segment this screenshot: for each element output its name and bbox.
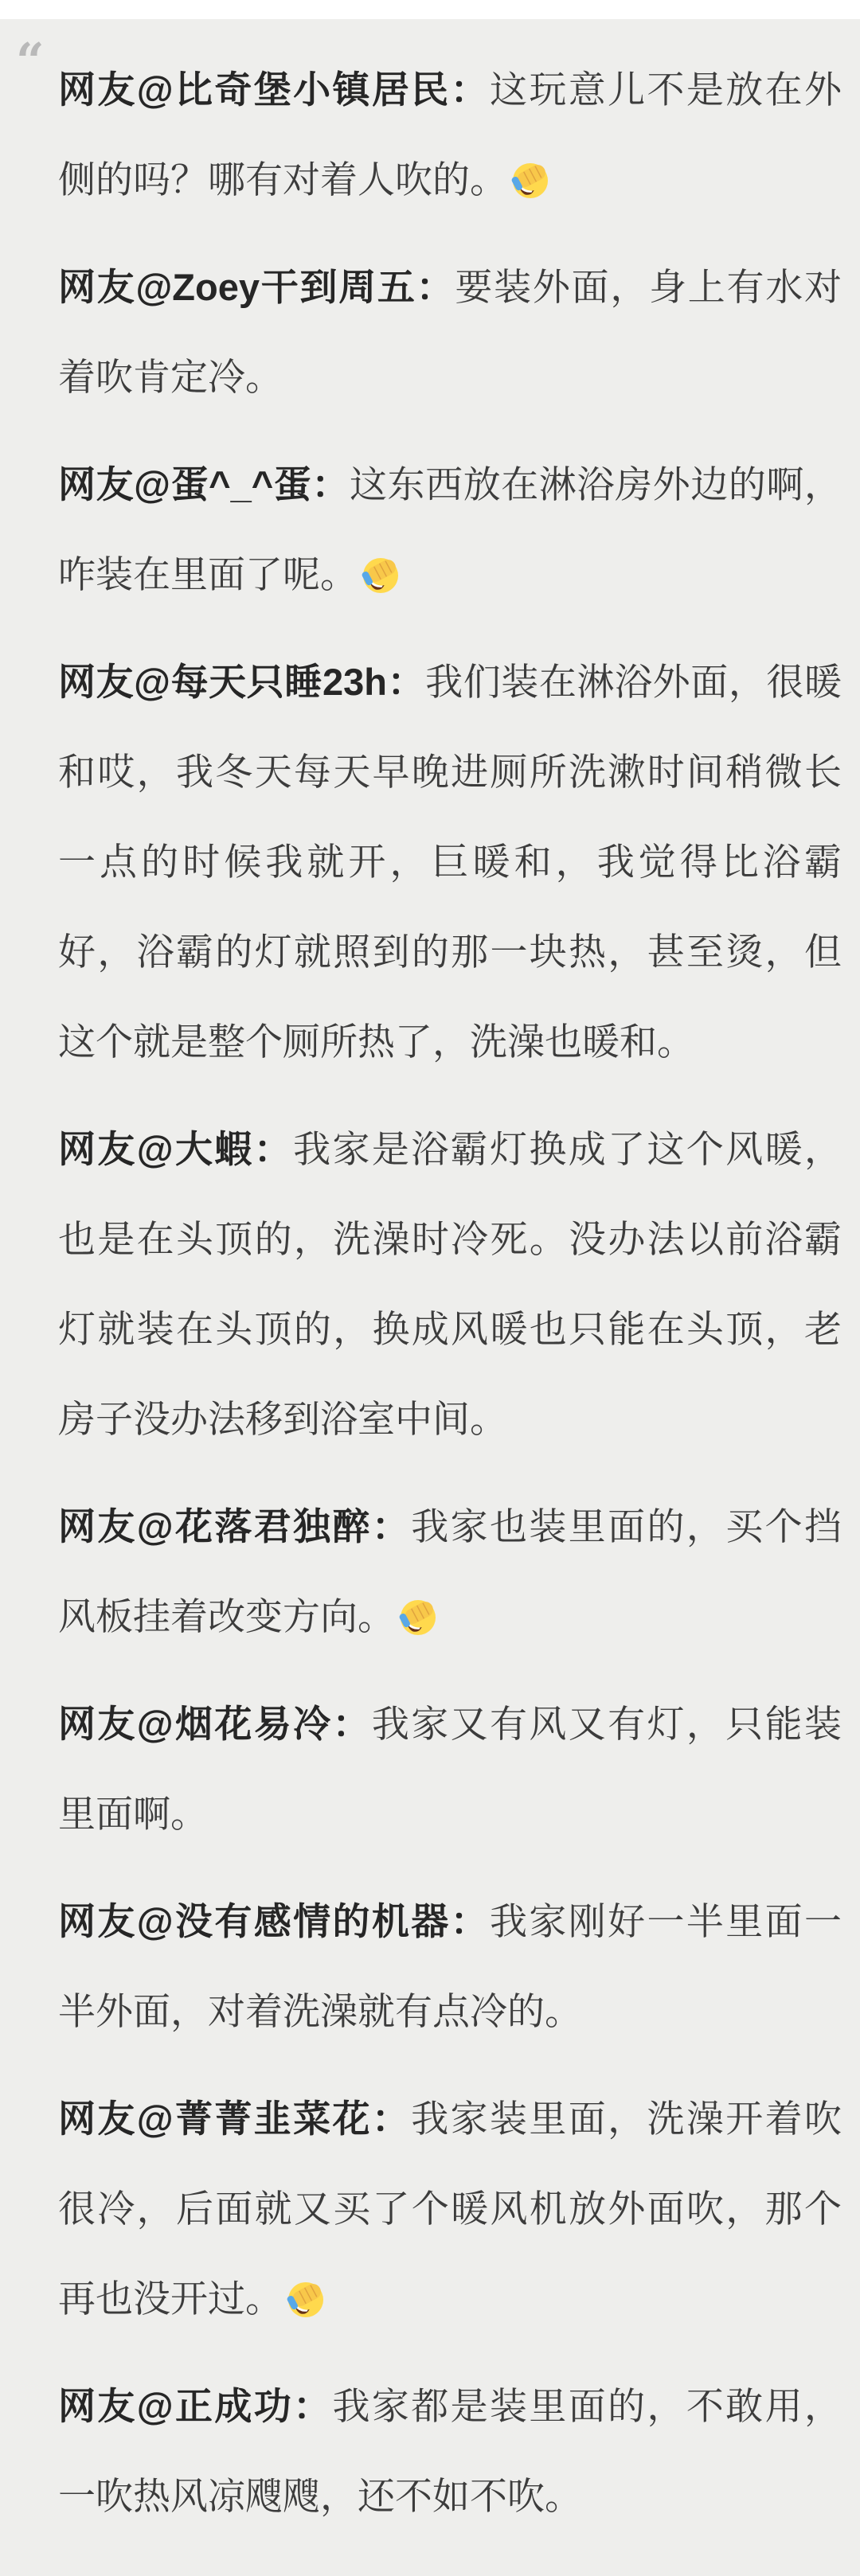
comment	[58, 45, 842, 224]
facepalm-emoji	[362, 556, 400, 595]
comment-text: 要装外面，身上有水对着吹肯定冷。	[58, 266, 842, 398]
commenter-name: 网友@每天只睡23h：	[58, 661, 426, 703]
quote-icon: “	[16, 32, 45, 90]
comment-text: 我家又有风又有灯，只能装里面啊。	[58, 1703, 842, 1835]
comment	[58, 439, 842, 619]
commenter-name: 网友@大蝦：	[58, 1128, 294, 1170]
comment	[58, 242, 842, 422]
commenter-name: 网友@花落君独醉：	[58, 1505, 412, 1548]
commenter-name: 网友@Zoey干到周五：	[58, 266, 455, 308]
commenter-name: 网友@烟花易冷：	[58, 1703, 372, 1745]
comment-text: 这东西放在淋浴房外边的啊，咋装在里面了呢。	[58, 463, 842, 595]
comment	[58, 1104, 842, 1464]
comment	[58, 2361, 842, 2541]
comment-text: 我家装里面，洗澡开着吹很冷，后面就又买了个暖风机放外面吹，那个再也没开过。	[58, 2098, 842, 2320]
facepalm-emoji	[511, 162, 549, 200]
commenter-name: 网友@比奇堡小镇居民：	[58, 68, 490, 111]
comment-text: 我们装在淋浴外面，很暖和哎，我冬天每天早晚进厕所洗漱时间稍微长一点的时候我就开，巨暖和，我觉得比浴霸好，浴霸的灯就照到的那一块热，甚至烫，但这个就是整个厕所热了，洗澡也暖和。	[58, 661, 842, 1063]
comment	[58, 637, 842, 1087]
comment	[58, 1679, 842, 1859]
content-panel	[0, 19, 860, 2576]
comment-text: 我家都是装里面的，不敢用，一吹热风凉飕飕，还不如不吹。	[58, 2385, 842, 2517]
facepalm-emoji	[399, 1598, 437, 1637]
facepalm-emoji	[287, 2281, 325, 2319]
comment	[58, 1481, 842, 1661]
commenter-name: 网友@蛋^_^蛋：	[58, 463, 350, 505]
commenter-name: 网友@正成功：	[58, 2385, 333, 2427]
comment-text: 这玩意儿不是放在外侧的吗？哪有对着人吹的。	[58, 68, 842, 201]
comments-block	[0, 19, 860, 2541]
comment-text: 我家也装里面的，买个挡风板挂着改变方向。	[58, 1505, 842, 1637]
comment	[58, 2074, 842, 2344]
comment	[58, 1876, 842, 2056]
commenter-name: 网友@菁菁韭菜花：	[58, 2098, 412, 2140]
comment-text: 我家是浴霸灯换成了这个风暖，也是在头顶的，洗澡时冷死。没办法以前浴霸灯就装在头顶的，换成风暖也只能在头顶，老房子没办法移到浴室中间。	[58, 1128, 842, 1440]
comment-text: 我家刚好一半里面一半外面，对着洗澡就有点冷的。	[58, 1900, 842, 2032]
commenter-name: 网友@没有感情的机器：	[58, 1900, 490, 1942]
